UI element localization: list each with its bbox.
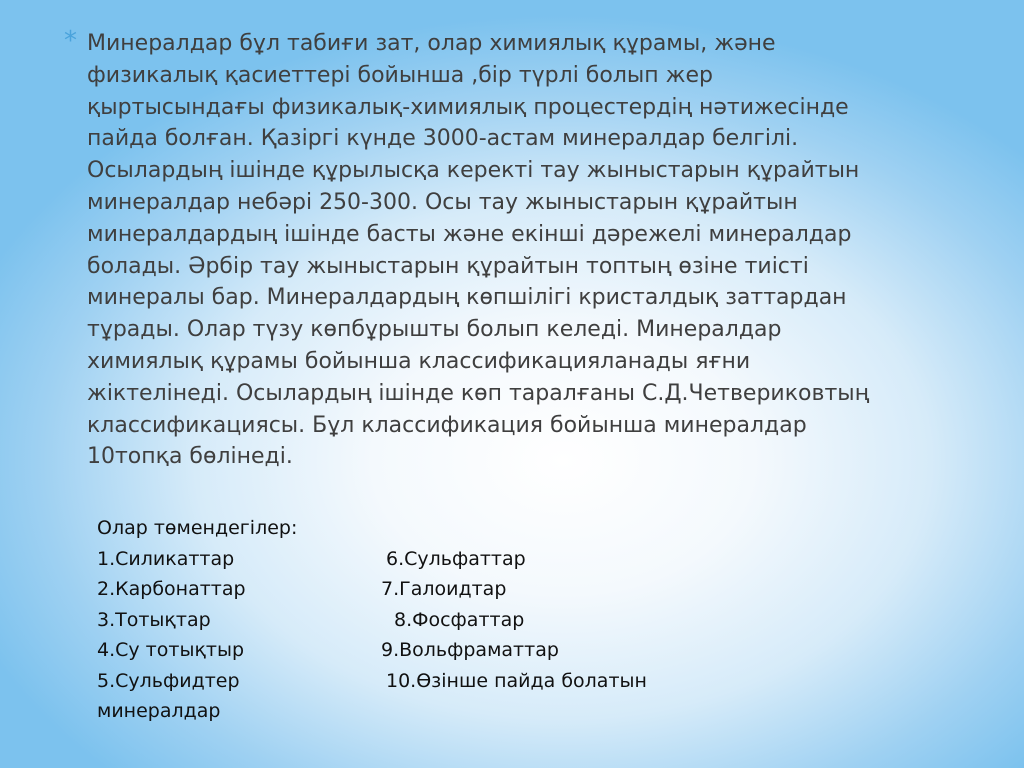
paragraph-line: тұрады. Олар түзу көпбұрышты болып келеді. Минералдар bbox=[87, 317, 782, 343]
paragraph-line: жіктелінеді. Осылардың ішінде көп таралғаны С.Д.Четвериковтың bbox=[87, 380, 870, 406]
paragraph-line: қыртысындағы физикалық-химиялық процестердің нәтижесінде bbox=[87, 94, 849, 120]
paragraph-line: 10топқа бөлінеді. bbox=[87, 444, 293, 470]
main-paragraph bbox=[87, 28, 987, 473]
list-row bbox=[97, 605, 797, 636]
paragraph-line: классификациясы. Бұл классификация бойынша минералдар bbox=[87, 412, 807, 438]
paragraph-line: Осылардың ішінде құрылысқа керекті тау жыныстарын құрайтын bbox=[87, 158, 860, 184]
list-title: Олар төмендегілер: bbox=[97, 517, 298, 539]
list-item-left: 4.Су тотықтыр bbox=[97, 639, 245, 661]
list-tail: минералдар bbox=[97, 700, 221, 722]
mineral-class-list bbox=[97, 513, 797, 727]
paragraph-line: физикалық қасиеттері бойынша ,бір түрлі болып жер bbox=[87, 62, 713, 88]
list-item-left: 2.Карбонаттар bbox=[97, 578, 246, 600]
list-item-right: 6.Сульфаттар bbox=[386, 547, 526, 570]
list-row bbox=[97, 666, 797, 697]
paragraph-line: минералы бар. Минералдардың көпшілігі кристалдық заттардан bbox=[87, 285, 847, 311]
list-item-right: 7.Галоидтар bbox=[381, 578, 507, 600]
list-item-left: 3.Тотықтар bbox=[97, 608, 211, 631]
list-row bbox=[97, 635, 797, 666]
list-item-left: 5.Сульфидтер bbox=[97, 669, 240, 692]
list-row bbox=[97, 574, 797, 605]
list-item-right: 10.Өзінше пайда болатын bbox=[386, 669, 647, 692]
paragraph-line: болады. Әрбір тау жыныстарын құрайтын топтың өзіне тиісті bbox=[87, 253, 809, 279]
list-item-right: 9.Вольфраматтар bbox=[381, 639, 559, 661]
paragraph-line: пайда болған. Қазіргі күнде 3000-астам минералдар белгілі. bbox=[87, 126, 799, 152]
list-item-left: 1.Силикаттар bbox=[97, 547, 235, 570]
paragraph-line: минералдар небәрі 250-300. Осы тау жыныстарын құрайтын bbox=[87, 189, 798, 215]
list-item-right: 8.Фосфаттар bbox=[394, 608, 525, 631]
list-row bbox=[97, 544, 797, 575]
paragraph-line: минералдардың ішінде басты және екінші дәрежелі минералдар bbox=[87, 221, 852, 247]
paragraph-line: химиялық құрамы бойынша классификацияланады яғни bbox=[87, 348, 751, 374]
asterisk-bullet-icon: * bbox=[64, 26, 77, 56]
paragraph-line: Минералдар бұл табиғи зат, олар химиялық құрамы, және bbox=[87, 31, 776, 56]
